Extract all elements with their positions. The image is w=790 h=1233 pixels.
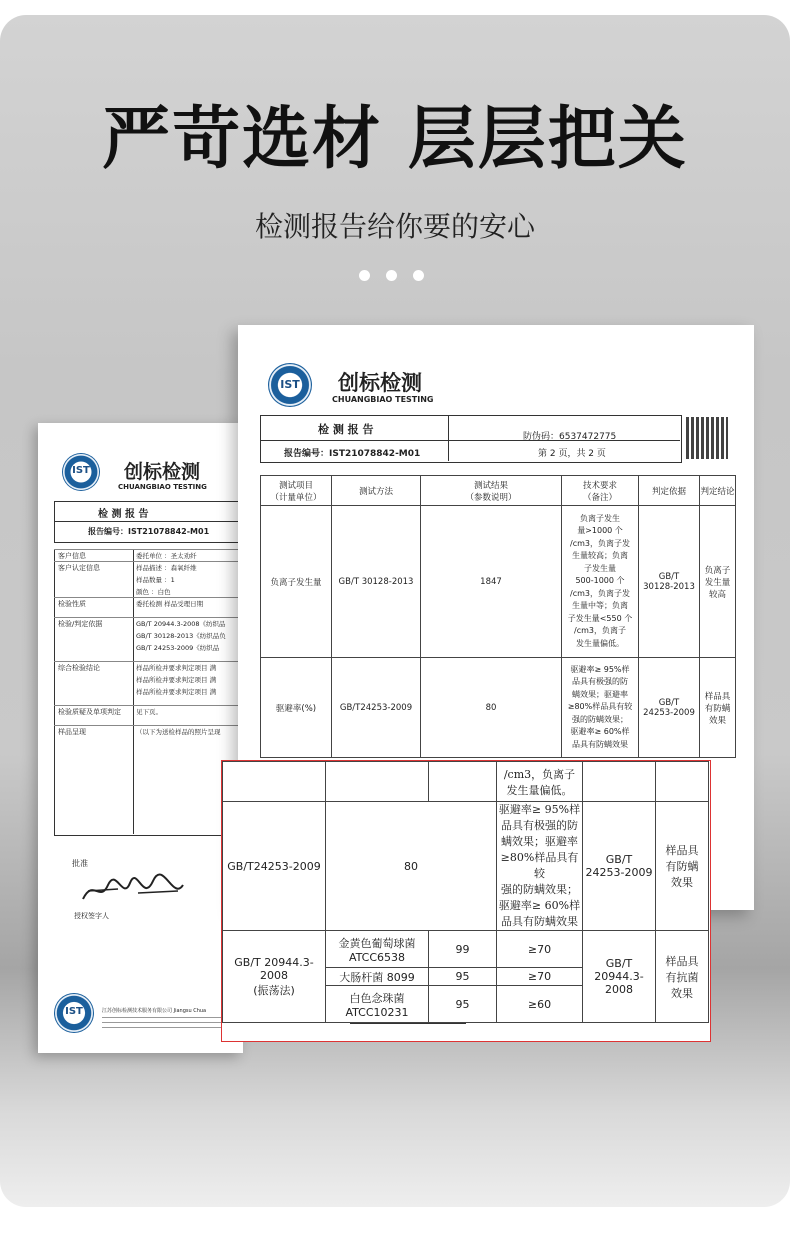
strain-requirement: ≥70: [497, 968, 583, 986]
column-header: 测试项目 （计量单位）: [261, 476, 332, 506]
column-header: 判定依据: [639, 476, 700, 506]
report-title: 检 测 报 告: [98, 509, 149, 520]
back-report-sheet: [38, 423, 243, 1053]
company-name-en: CHUANGBIAO TESTING: [118, 483, 207, 491]
info-row-label: 综合检验结论: [58, 664, 100, 672]
tech-requirement: 驱避率≥ 95%样 品具有极强的防 螨效果；驱避率 ≥80%样品具有较 强的防螨效果； 驱避率≥ 60%样 品具有防螨效果: [562, 658, 639, 758]
ist-stamp-icon: IST: [54, 993, 94, 1033]
strain-name: 白色念珠菌 ATCC10231: [326, 986, 429, 1023]
info-row-value: 委托检测 样品受理日期: [136, 600, 204, 608]
judgement-basis: GB/T 20944.3-2008: [583, 931, 656, 1023]
company-name: 创标检测: [124, 461, 201, 483]
test-item: 负离子发生量: [261, 506, 332, 658]
test-result: 1847: [421, 506, 562, 658]
info-row-value: GB/T 24253-2009《纺织品: [136, 644, 220, 652]
judgement-conclusion: 样品具 有防螨 效果: [656, 802, 709, 931]
info-row-value: 样品所检并要求判定项目 满: [136, 688, 217, 696]
test-results-table: [260, 475, 736, 758]
judgement-conclusion: 负离子 发生量 较高: [700, 506, 736, 658]
page-indicator: 第 2 页，共 2 页: [538, 449, 606, 459]
info-row-value: 委托单位 ：圣太劝纤: [136, 552, 197, 560]
info-row-label: 检验/判定依据: [58, 620, 103, 628]
divider: [350, 1023, 466, 1024]
dot-icon: [359, 270, 370, 281]
strain-name: 金黄色葡萄球菌 ATCC6538: [326, 931, 429, 968]
dot-icon: [386, 270, 397, 281]
info-row-value: （以下为送检样品的照片呈现: [136, 728, 221, 736]
anti-fake-code: 防伪码：6537472775: [523, 432, 617, 442]
judgement-basis: GB/T 30128-2013: [639, 506, 700, 658]
tech-requirement: 负离子发生 量>1000 个 /cm3，负离子发 生量较高；负离 子发生量 500-1000 个 /cm3，负离子发 生量中等；负离 子发生量<550 个 /cm3，负离子 发生量偏低。: [562, 506, 639, 658]
table-row: [223, 762, 709, 802]
column-header: 判定结论: [700, 476, 736, 506]
report-number: 报告编号：IST21078842-M01: [284, 449, 421, 459]
test-result: 80: [421, 658, 562, 758]
judgement-conclusion: 样品具 有防螨 效果: [700, 658, 736, 758]
column-header: 技术要求 （备注）: [562, 476, 639, 506]
strain-requirement: ≥70: [497, 931, 583, 968]
ist-logo-icon: IST: [268, 363, 312, 407]
test-result: 80: [326, 802, 497, 931]
info-row-value: 样品描述 ：森氧纤维: [136, 564, 197, 572]
qr-code-icon: [686, 417, 728, 459]
signature-icon: [78, 873, 188, 907]
test-method: GB/T24253-2009: [223, 802, 326, 931]
company-footer: 江苏创标检测技术服务有限公司 Jiangsu Chua: [102, 1008, 207, 1014]
info-row-label: 客户认定信息: [58, 564, 100, 572]
company-name: 创标检测: [338, 371, 422, 395]
zoomed-table-highlight: [221, 760, 711, 1042]
strain-name: 大肠杆菌 8099: [326, 968, 429, 986]
carousel-dots: [359, 270, 431, 282]
info-row-label: 检验性质: [58, 600, 86, 608]
info-row-value: 样品所检并要求判定项目 满: [136, 676, 217, 684]
info-row-label: 客户信息: [58, 552, 86, 560]
info-row-value: GB/T 20944.3-2008《纺织品: [136, 620, 226, 628]
test-method: GB/T 20944.3-2008 (振荡法): [223, 931, 326, 1023]
ist-logo-icon: IST: [62, 453, 100, 491]
dot-icon: [413, 270, 424, 281]
tech-requirement: 驱避率≥ 95%样 品具有极强的防 螨效果；驱避率 ≥80%样品具有较 强的防螨效果； 驱避率≥ 60%样 品具有防螨效果: [497, 802, 583, 931]
company-name-en: CHUANGBIAO TESTING: [332, 395, 434, 404]
info-row-value: 颜色 ：白色: [136, 588, 171, 596]
zoomed-results-table: [222, 761, 709, 1023]
info-row-value: 样品所检并要求判定项目 满: [136, 664, 217, 672]
test-item: 驱避率(%): [261, 658, 332, 758]
test-method: GB/T 30128-2013: [332, 506, 421, 658]
judgement-basis: GB/T 24253-2009: [639, 658, 700, 758]
info-row-label: 样品呈现: [58, 728, 86, 736]
column-header: 测试方法: [332, 476, 421, 506]
report-title: 检 测 报 告: [318, 423, 374, 436]
tech-requirement: /cm3，负离子 发生量偏低。: [497, 762, 583, 802]
table-row: [223, 802, 709, 931]
table-row: [261, 658, 736, 758]
judgement-conclusion: 样品具 有抗菌 效果: [656, 931, 709, 1023]
info-row-label: 检验质疑及单项判定: [58, 708, 121, 716]
page-subtitle: 检测报告给你要的安心: [254, 210, 535, 243]
test-method: GB/T24253-2009: [332, 658, 421, 758]
report-number: 报告编号：IST21078842-M01: [88, 527, 210, 536]
page-headline: 严苛选材 层层把关: [102, 100, 688, 179]
strain-value: 95: [429, 986, 497, 1023]
column-header: 测试结果 （参数说明）: [421, 476, 562, 506]
table-row: [223, 931, 709, 968]
judgement-basis: GB/T 24253-2009: [583, 802, 656, 931]
strain-value: 95: [429, 968, 497, 986]
info-row-value: 样品数量 ：1: [136, 576, 175, 584]
strain-requirement: ≥60: [497, 986, 583, 1023]
info-row-value: GB/T 30128-2013《纺织品负: [136, 632, 226, 640]
approve-label: 批准: [72, 859, 88, 868]
info-row-value: 见下页。: [136, 708, 162, 716]
signer-label: 授权签字人: [74, 912, 109, 920]
table-row: [261, 506, 736, 658]
strain-value: 99: [429, 931, 497, 968]
